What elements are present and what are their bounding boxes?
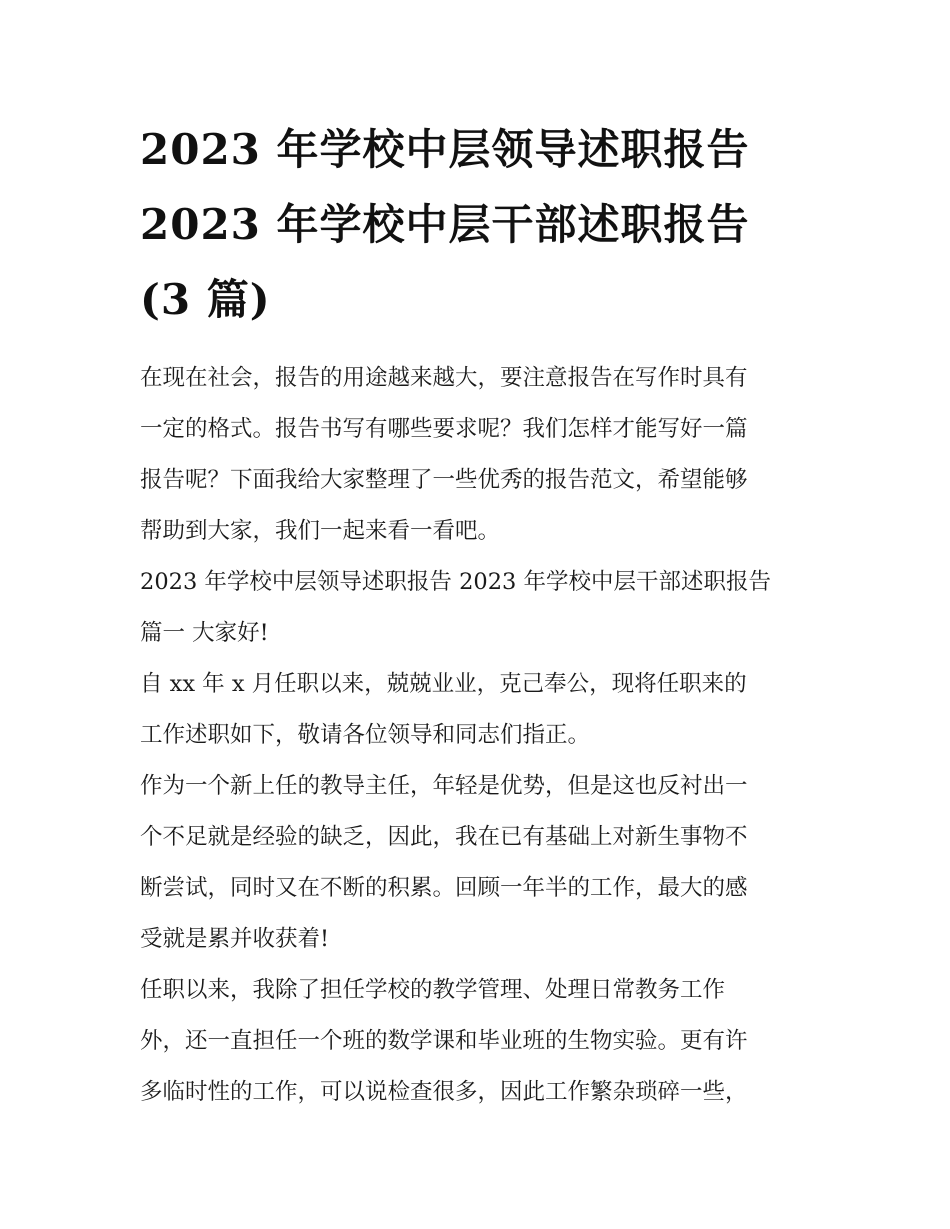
text-line: 篇一 大家好! <box>140 620 269 646</box>
text-line: 帮助到大家，我们一起来看一看吧。 <box>140 518 501 544</box>
text-line: 在现在社会，报告的用途越来越大，要注意报告在写作时具有 <box>140 365 748 391</box>
body-paragraph <box>140 659 820 761</box>
intro-paragraph <box>140 353 820 557</box>
text-line: 多临时性的工作，可以说检查很多，因此工作繁杂琐碎一些， <box>140 1079 748 1105</box>
text-line: 报告呢？下面我给大家整理了一些优秀的报告范文，希望能够 <box>140 467 748 493</box>
text-line: 个不足就是经验的缺乏，因此，我在已有基础上对新生事物不 <box>140 824 748 850</box>
text-line: 工作述职如下，敬请各位领导和同志们指正。 <box>140 722 591 748</box>
title-line-3: (3 篇) <box>140 275 271 324</box>
text-line: 外，还一直担任一个班的数学课和毕业班的生物实验。更有许 <box>140 1028 748 1054</box>
title-line-1: 2023 年学校中层领导述职报告 <box>140 125 750 174</box>
text-line: 受就是累并收获着! <box>140 926 330 952</box>
text-line: 作为一个新上任的教导主任，年轻是优势，但是这也反衬出一 <box>140 773 748 799</box>
section-heading-paragraph <box>140 557 820 659</box>
document-title <box>140 112 820 337</box>
text-line: 一定的格式。报告书写有哪些要求呢？我们怎样才能写好一篇 <box>140 416 748 442</box>
body-paragraph <box>140 965 820 1118</box>
text-line: 任职以来，我除了担任学校的教学管理、处理日常教务工作 <box>140 977 726 1003</box>
document-page <box>140 112 820 1118</box>
title-line-2: 2023 年学校中层干部述职报告 <box>140 200 750 249</box>
text-line: 断尝试，同时又在不断的积累。回顾一年半的工作，最大的感 <box>140 875 748 901</box>
text-line: 自 xx 年 x 月任职以来，兢兢业业，克己奉公，现将任职来的 <box>140 671 747 697</box>
body-paragraph <box>140 761 820 965</box>
text-line: 2023 年学校中层领导述职报告 2023 年学校中层干部述职报告 <box>140 569 771 595</box>
